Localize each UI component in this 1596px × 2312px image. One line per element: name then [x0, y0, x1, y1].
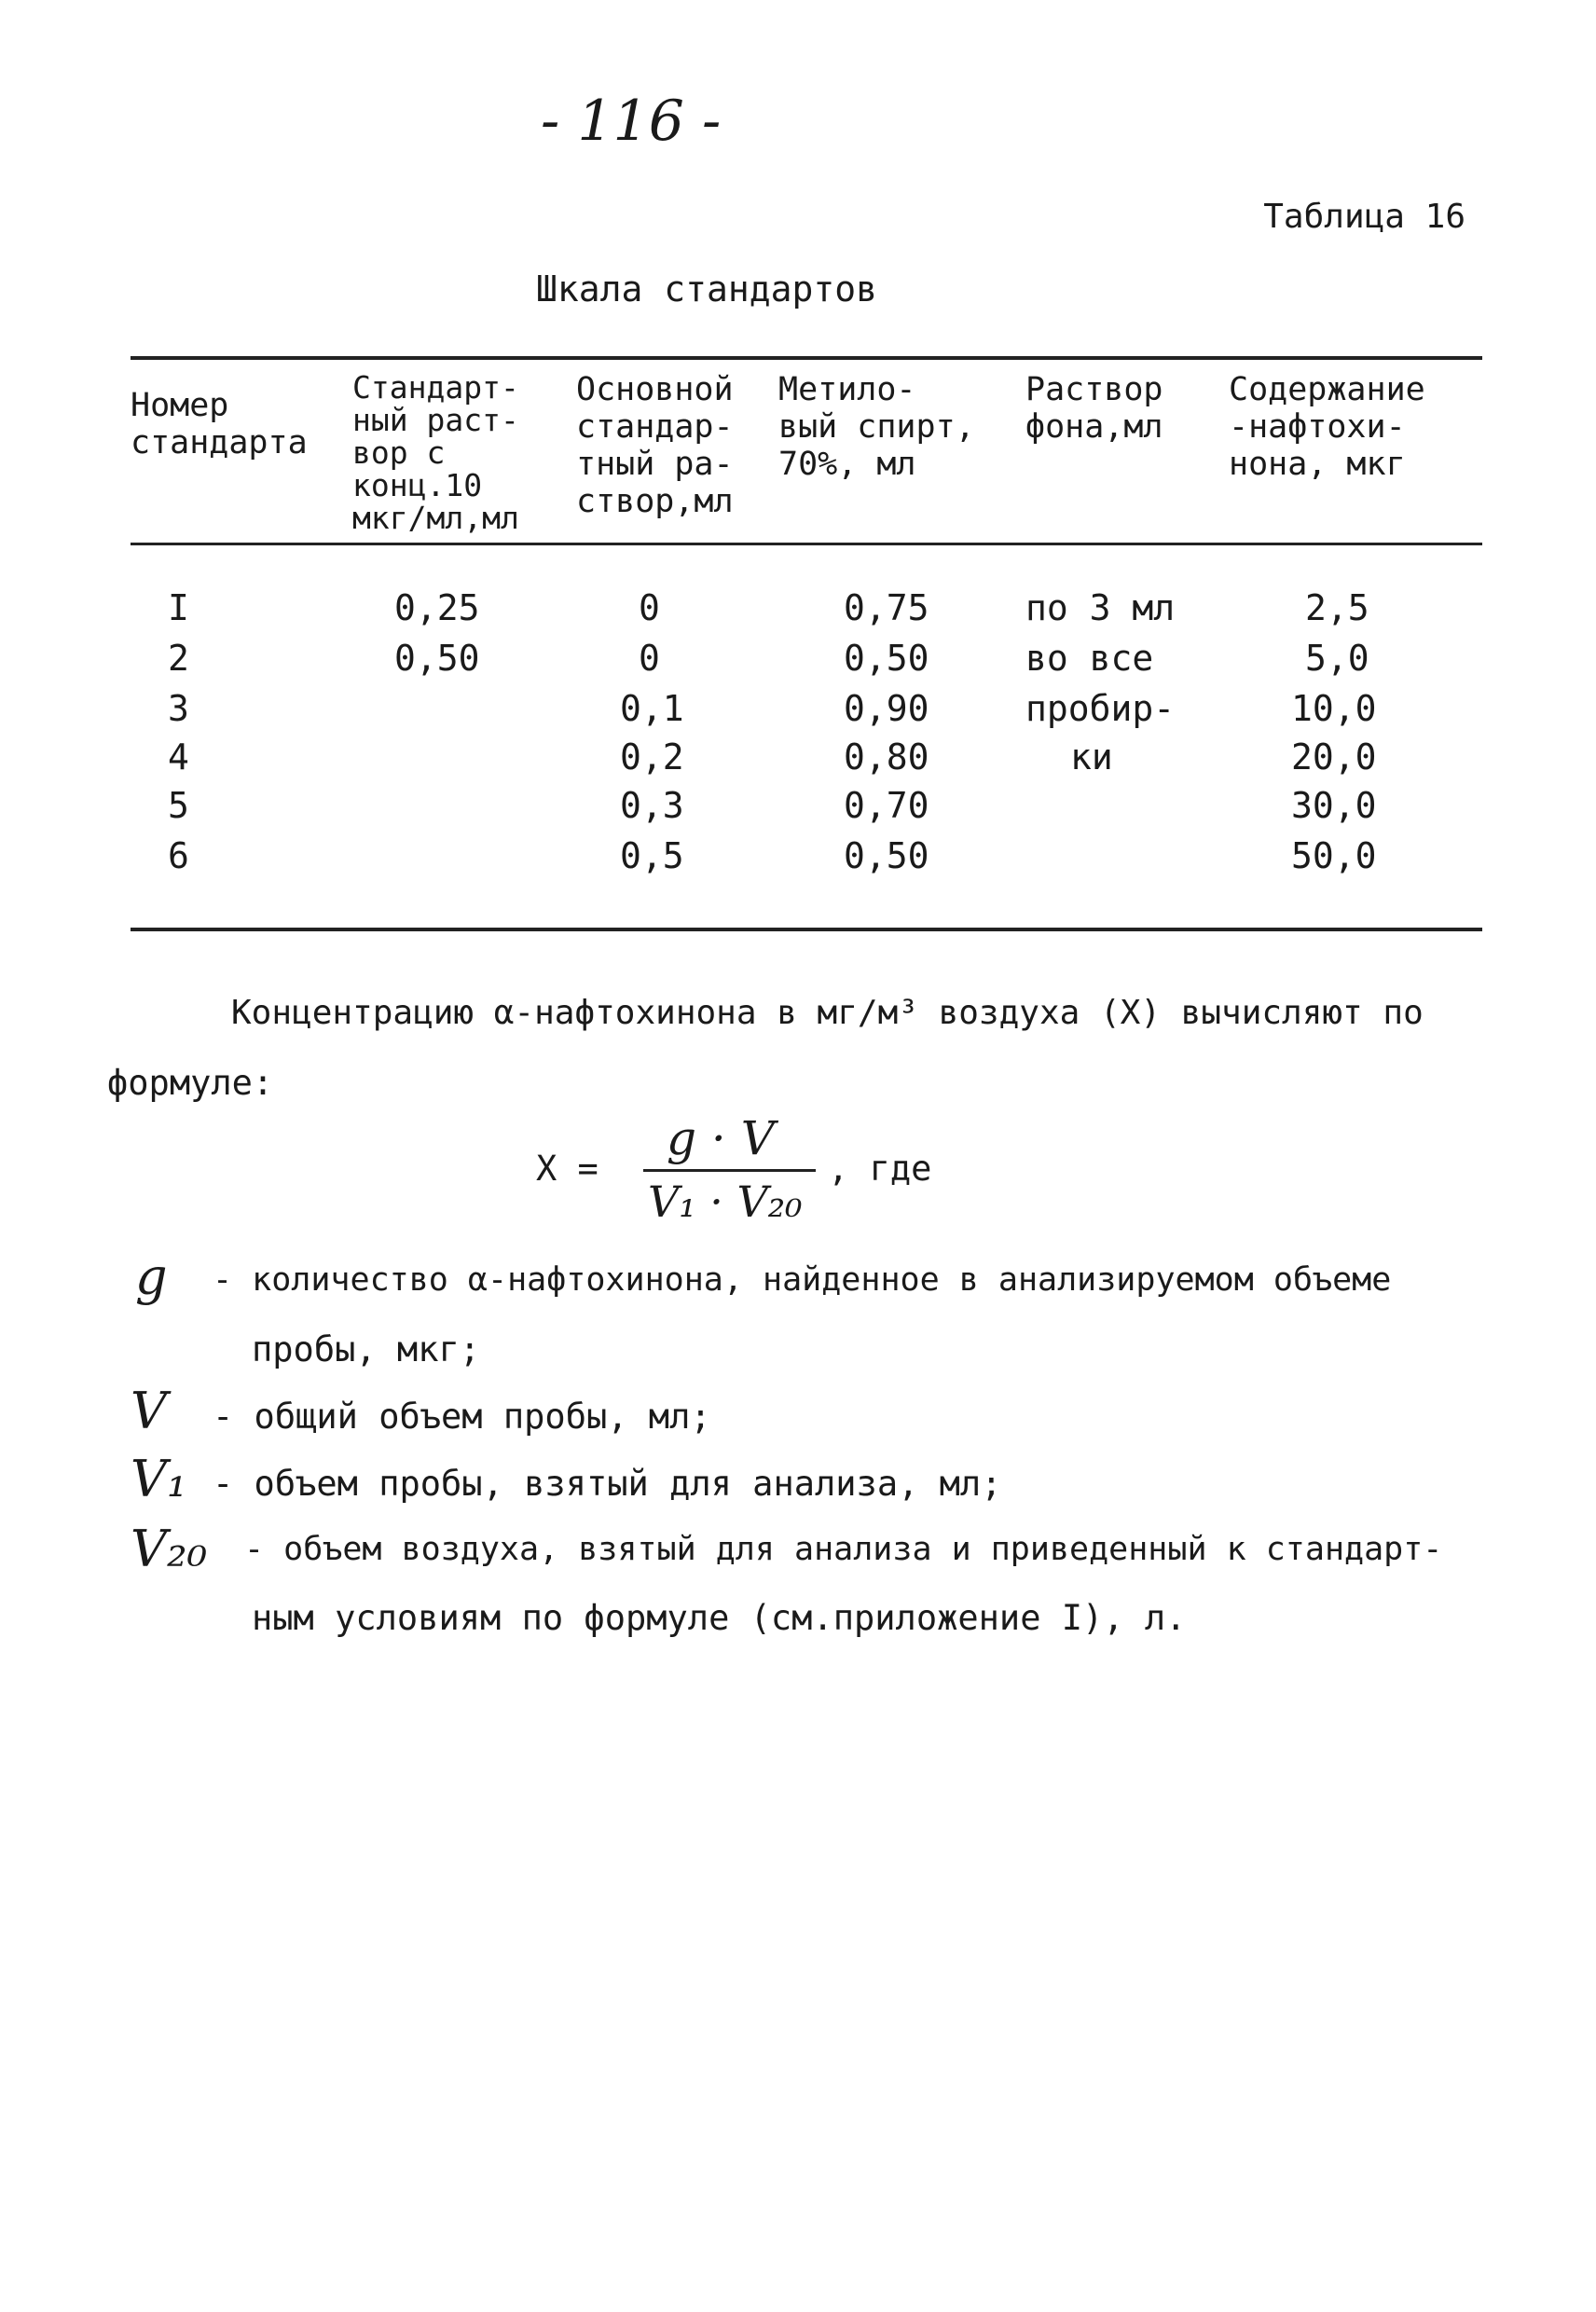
cell-number: 3 — [168, 688, 189, 729]
cell-methanol: 0,75 — [844, 587, 929, 628]
formula-suffix: , где — [828, 1149, 932, 1189]
definition-g-line2: пробы, мкг; — [252, 1329, 481, 1369]
header-background-solution: Раствор фона,мл — [1025, 371, 1163, 446]
cell-number: 5 — [168, 785, 189, 826]
header-content: Содержание -нафтохи- нона, мкг — [1229, 371, 1425, 483]
cell-number: 6 — [168, 835, 189, 876]
cell-methanol: 0,50 — [844, 835, 929, 876]
cell-main: 0,3 — [620, 785, 684, 826]
cell-main: 0,1 — [620, 688, 684, 729]
header-methanol: Метило- вый спирт, 70%, мл — [778, 371, 975, 483]
cell-number: 4 — [168, 736, 189, 778]
formula-numerator: g · V — [667, 1111, 775, 1165]
cell-number: I — [168, 587, 189, 628]
cell-main: 0 — [639, 587, 660, 628]
cell-content: 10,0 — [1291, 688, 1377, 729]
page-number: - 116 - — [541, 89, 722, 154]
cell-standard: 0,25 — [394, 587, 480, 628]
definition-v20-line1: - объем воздуха, взятый для анализа и приведенный к стандарт- — [244, 1531, 1443, 1568]
table-bottom-rule — [131, 928, 1482, 931]
formula-lhs: Х = — [536, 1149, 598, 1189]
cell-background: пробир- — [1025, 688, 1176, 729]
cell-content: 5,0 — [1305, 638, 1369, 679]
definition-g-line1: - количество α-нафтохинона, найденное в анализируемом объеме — [213, 1261, 1392, 1299]
formula-intro-line2: формуле: — [107, 1063, 274, 1103]
table-top-rule — [131, 356, 1482, 360]
cell-main: 0 — [639, 638, 660, 679]
cell-content: 50,0 — [1291, 835, 1377, 876]
symbol-v1: V₁ — [131, 1450, 187, 1508]
table-label: Таблица 16 — [1263, 198, 1465, 236]
formula-denominator: V₁ · V₂₀ — [648, 1177, 803, 1227]
symbol-g: g — [135, 1247, 168, 1306]
table-header-rule — [131, 543, 1482, 545]
definition-v-line1: - общий объем пробы, мл; — [213, 1397, 711, 1437]
cell-content: 30,0 — [1291, 785, 1377, 826]
fraction-bar — [643, 1169, 816, 1172]
cell-content: 2,5 — [1305, 587, 1369, 628]
cell-background: ки — [1070, 736, 1113, 778]
cell-methanol: 0,90 — [844, 688, 929, 729]
cell-main: 0,5 — [620, 835, 684, 876]
symbol-v: V — [131, 1382, 167, 1440]
definition-v20-line2: ным условиям по формуле (см.приложение I), л. — [252, 1598, 1187, 1638]
cell-methanol: 0,50 — [844, 638, 929, 679]
cell-methanol: 0,80 — [844, 736, 929, 778]
symbol-v20: V₂₀ — [131, 1520, 208, 1578]
cell-main: 0,2 — [620, 736, 684, 778]
cell-standard: 0,50 — [394, 638, 480, 679]
table-title: Шкала стандартов — [536, 268, 878, 310]
cell-number: 2 — [168, 638, 189, 679]
header-standard-solution: Стандарт- ный раст- вор с конц.10 мкг/мл,мл — [352, 369, 519, 536]
cell-methanol: 0,70 — [844, 785, 929, 826]
cell-background: во все — [1025, 638, 1154, 679]
formula-intro-line1: Концентрацию α-нафтохинона в мг/м³ воздуха (Х) вычисляют по — [231, 994, 1424, 1032]
cell-content: 20,0 — [1291, 736, 1377, 778]
header-standard-number: Номер стандарта — [131, 387, 308, 461]
definition-v1-line1: - объем пробы, взятый для анализа, мл; — [213, 1464, 1002, 1504]
cell-background: по 3 мл — [1025, 587, 1176, 628]
header-main-solution: Основной стандар- тный ра- створ,мл — [576, 371, 734, 520]
